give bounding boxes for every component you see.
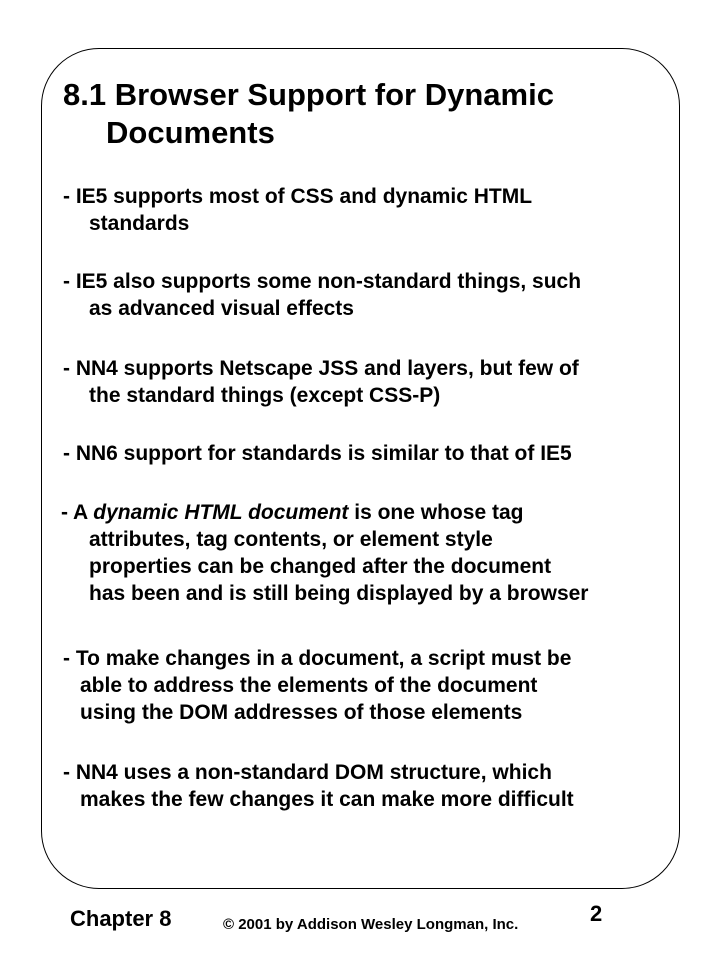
bullet-text: - NN4 supports Netscape JSS and layers, but few of bbox=[63, 357, 579, 380]
bullet-text: the standard things (except CSS-P) bbox=[89, 384, 441, 407]
bullet-text: - IE5 also supports some non-standard things, such bbox=[63, 270, 582, 293]
footer-copyright: © 2001 by Addison Wesley Longman, Inc. bbox=[223, 916, 519, 933]
bullet-suffix: is one whose tag bbox=[348, 501, 524, 524]
bullet-text bbox=[61, 499, 588, 526]
bullet-text: has been and is still being displayed by a browser bbox=[89, 582, 589, 605]
bullet-ie5-nonstandard bbox=[63, 268, 581, 322]
bullet-text: - NN6 support for standards is similar to that of IE5 bbox=[63, 442, 572, 465]
page-number: 2 bbox=[590, 901, 603, 926]
slide-title bbox=[63, 76, 663, 152]
title-line-1: 8.1 Browser Support for Dynamic bbox=[63, 77, 554, 112]
bullet-dynamic-html-definition bbox=[61, 499, 588, 607]
title-line-2: Documents bbox=[106, 115, 275, 150]
bullet-text: standards bbox=[89, 212, 190, 235]
bullet-text: using the DOM addresses of those elements bbox=[80, 701, 523, 724]
bullet-text: attributes, tag contents, or element style bbox=[89, 528, 493, 551]
bullet-prefix: - A bbox=[61, 501, 94, 524]
bullet-script-changes bbox=[63, 645, 571, 726]
bullet-text: - NN4 uses a non-standard DOM structure, which bbox=[63, 761, 552, 784]
emphasis-term: dynamic HTML document bbox=[93, 501, 349, 524]
bullet-nn4-dom bbox=[63, 759, 574, 813]
bullet-text: as advanced visual effects bbox=[89, 297, 354, 320]
footer-chapter: Chapter 8 bbox=[70, 906, 172, 931]
bullet-text: properties can be changed after the document bbox=[89, 555, 552, 578]
bullet-ie5-css bbox=[63, 183, 532, 237]
bullet-nn6-standards bbox=[63, 440, 572, 467]
bullet-text: - IE5 supports most of CSS and dynamic HTML bbox=[63, 185, 533, 208]
bullet-text: - To make changes in a document, a script must be bbox=[63, 647, 572, 670]
bullet-nn4-jss bbox=[63, 355, 579, 409]
bullet-text: able to address the elements of the document bbox=[80, 674, 538, 697]
bullet-text: makes the few changes it can make more difficult bbox=[80, 788, 574, 811]
